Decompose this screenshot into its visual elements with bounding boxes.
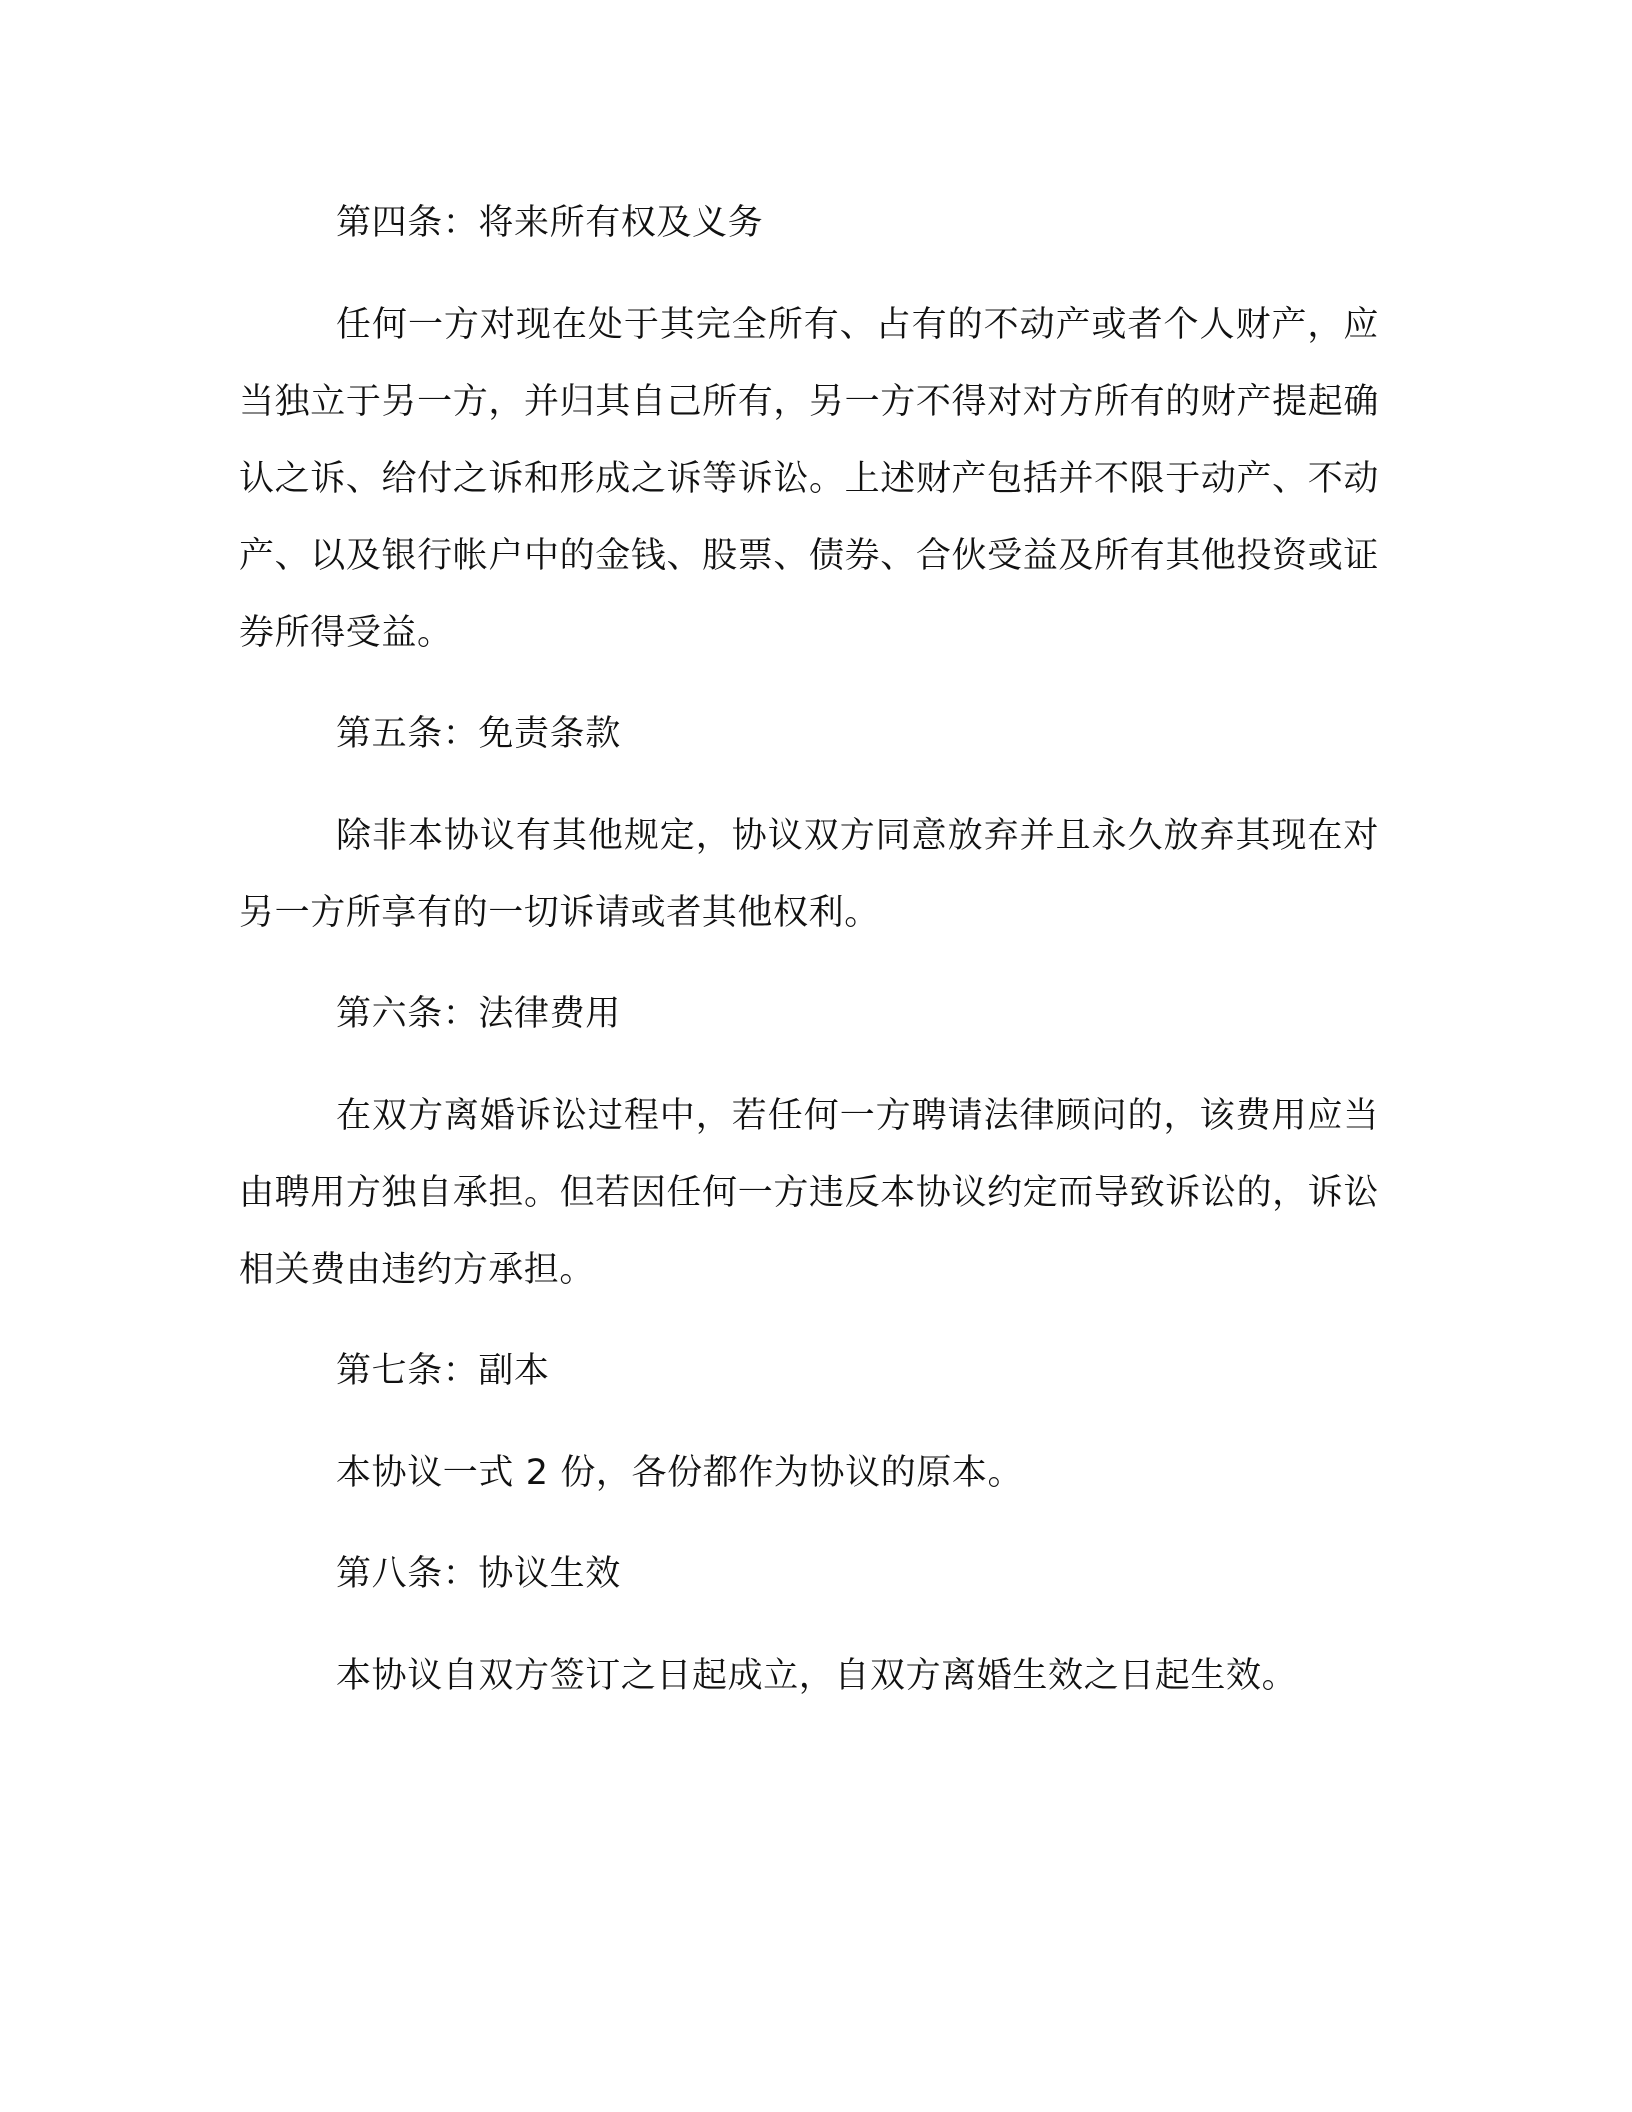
section-heading-article-5: 第五条：免责条款 [336,714,621,754]
section-heading-article-8: 第八条：协议生效 [336,1554,621,1594]
section-heading-article-4: 第四条：将来所有权及义务 [336,203,764,243]
section-paragraph-article-4: 任何一方对现在处于其完全所有、占有的不动产或者个人财产，应当独立于另一方，并归其自己所有，另一方不得对对方所有的财产提起确认之诉、给付之诉和形成之诉等诉讼。上述财产包括并不限于动产、不动产、以及银行帐户中的金钱、股票、债券、合伙受益及所有其他投资或证券所得受益。 [239,305,1379,653]
section-paragraph-article-6: 在双方离婚诉讼过程中，若任何一方聘请法律顾问的，该费用应当由聘用方独自承担。但若因任何一方违反本协议约定而导致诉讼的，诉讼相关费由违约方承担。 [239,1096,1379,1290]
section-heading-article-6: 第六条：法律费用 [336,994,621,1034]
document-body [239,185,1379,1739]
section-heading-article-7: 第七条：副本 [336,1351,550,1391]
section-paragraph-article-5: 除非本协议有其他规定，协议双方同意放弃并且永久放弃其现在对另一方所享有的一切诉请或者其他权利。 [239,816,1379,933]
section-paragraph-article-7: 本协议一式 2 份，各份都作为协议的原本。 [336,1453,1024,1493]
section-paragraph-article-8: 本协议自双方签订之日起成立，自双方离婚生效之日起生效。 [336,1656,1298,1696]
